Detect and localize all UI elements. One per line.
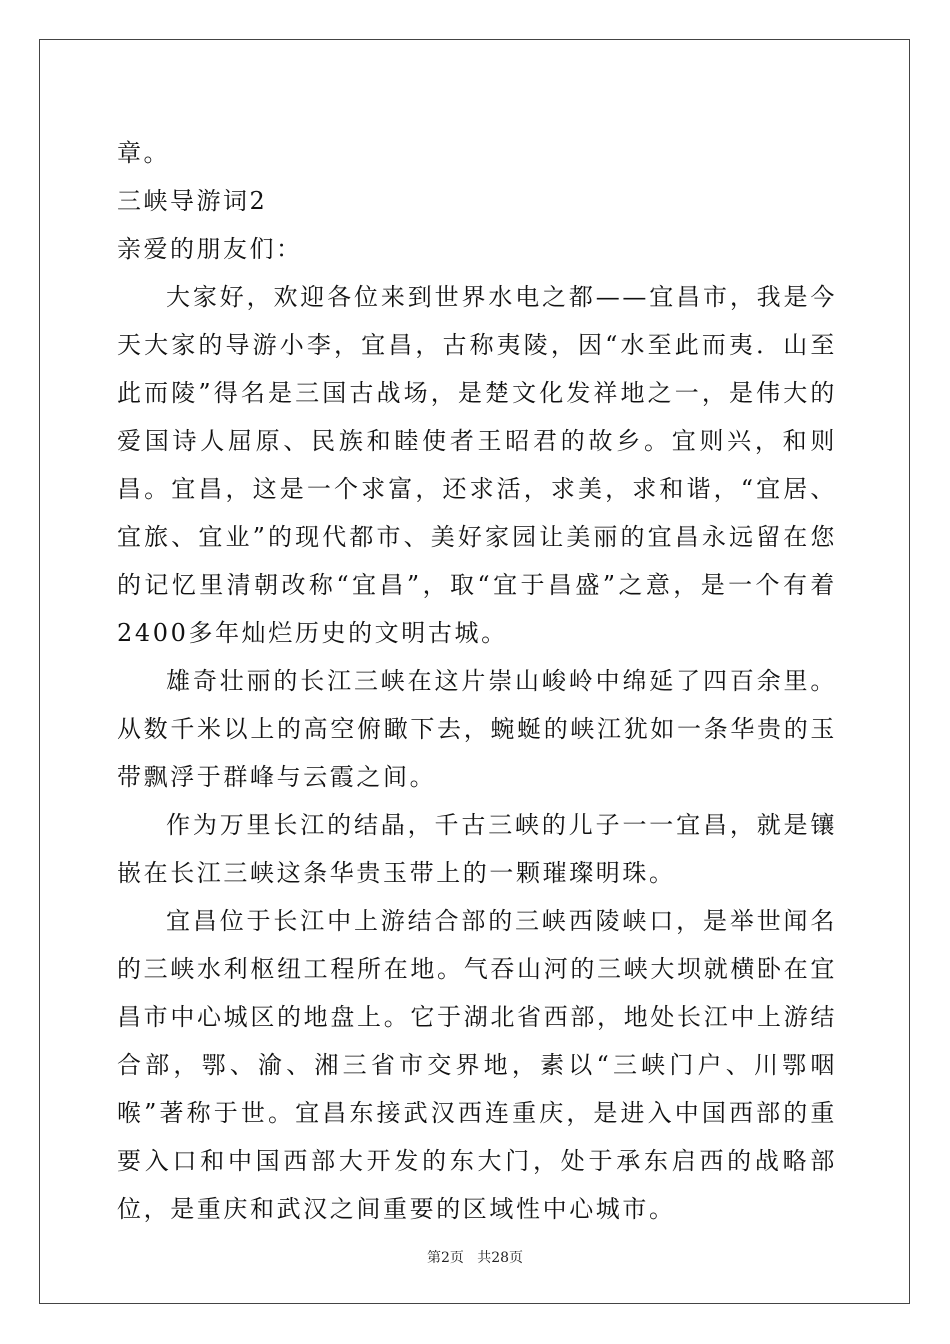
paragraph-intro: 大家好，欢迎各位来到世界水电之都——宜昌市，我是今天大家的导游小李，宜昌，古称夷陵，因“水至此而夷．山至此而陵”得名是三国古战场，是楚文化发祥地之一，是伟大的爱国诗人屈原、民族和睦使者王昭君的故乡。宜则兴，和则昌。宜昌，这是一个求富，还求活，求美，求和谐，“宜居、宜旅、宜业”的现代都市、美好家园让美丽的宜昌永远留在您的记忆里清朝改称“宜昌”，取“宜于昌盛”之意，是一个有着2400多年灿烂历史的文明古城。 bbox=[117, 283, 837, 647]
paragraph-location: 宜昌位于长江中上游结合部的三峡西陵峡口，是举世闻名的三峡水利枢纽工程所在地。气吞山河的三峡大坝就横卧在宜昌市中心城区的地盘上。它于湖北省西部，地处长江中上游结合部，鄂、渝、湘三省市交界地，素以“三峡门户、川鄂咽喉”著称于世。宜昌东接武汉西连重庆，是进入中国西部的重要入口和中国西部大开发的东大门，处于承东启西的战略部位，是重庆和武汉之间重要的区域性中心城市。 bbox=[117, 907, 837, 1223]
greeting-text: 亲爱的朋友们： bbox=[117, 235, 303, 263]
section-heading: 三峡导游词2 bbox=[117, 187, 268, 215]
paragraph-pearl: 作为万里长江的结晶，千古三峡的儿子一一宜昌，就是镶嵌在长江三峡这条华贵玉带上的一颗璀璨明珠。 bbox=[117, 811, 837, 887]
continuation-text: 章。 bbox=[117, 139, 170, 167]
paragraph-gorges: 雄奇壮丽的长江三峡在这片崇山峻岭中绵延了四百余里。从数千米以上的高空俯瞰下去，蜿蜒的峡江犹如一条华贵的玉带飘浮于群峰与云霞之间。 bbox=[117, 667, 837, 791]
page-number-footer: 第2页 共28页 bbox=[426, 1250, 524, 1266]
document-body bbox=[117, 129, 837, 1233]
